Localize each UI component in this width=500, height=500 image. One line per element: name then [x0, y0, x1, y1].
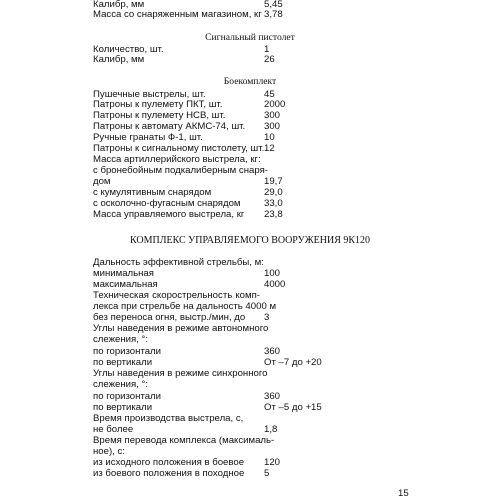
spec-row [0, 210, 500, 220]
spec-row [0, 111, 500, 121]
spec-value: 29,0 [264, 187, 283, 198]
spec-row [0, 324, 500, 334]
spec-row [0, 458, 500, 468]
spec-value: 300 [264, 110, 281, 121]
spec-row [0, 447, 500, 457]
spec-value: 1 [264, 44, 270, 55]
spec-label: Время производства выстрела, с, [93, 413, 244, 424]
spec-label: максимальная [93, 279, 158, 290]
spec-label: Масса со снаряженным магазином, кг [93, 9, 262, 20]
spec-label: минимальная [93, 268, 154, 279]
spec-row [0, 392, 500, 402]
spec-value: 5 [264, 468, 270, 479]
spec-label: с осколочно-фугасным снарядом [93, 198, 241, 209]
spec-label: Патроны к пулемету ПКТ, шт. [93, 99, 223, 110]
spec-row [0, 166, 500, 176]
page-number: 15 [398, 488, 409, 499]
spec-row [0, 269, 500, 279]
spec-label: Пушечные выстрелы, шт. [93, 89, 206, 100]
spec-label: Калибр, мм [93, 0, 145, 10]
spec-row [0, 414, 500, 424]
spec-label: по горизонтали [93, 391, 162, 402]
spec-label: Дальность эффективной стрельбы, м: [93, 257, 264, 268]
spec-label: слежения, °: [93, 379, 149, 390]
spec-value: 12 [264, 143, 275, 154]
spec-label: Патроны к автомату АКМС-74, шт. [93, 121, 246, 132]
spec-row [0, 90, 500, 100]
spec-row [0, 436, 500, 446]
spec-label: Масса управляемого выстрела, кг [93, 209, 245, 220]
spec-value: 26 [264, 54, 275, 65]
spec-label: Калибр, мм [93, 54, 145, 65]
spec-row [0, 302, 500, 312]
spec-row [0, 403, 500, 413]
spec-label: Ручные гранаты Ф-1, шт. [93, 132, 203, 143]
spec-row [0, 144, 500, 154]
spec-row [0, 100, 500, 110]
spec-row [0, 291, 500, 301]
section-heading: Боекомплект [223, 76, 277, 87]
spec-row [0, 335, 500, 345]
spec-row [0, 380, 500, 390]
spec-label: дом [93, 176, 111, 187]
spec-label: без переноса огня, выстр./мин, до [93, 312, 246, 323]
section-heading: Сигнальный пистолет [205, 32, 295, 43]
spec-value: 360 [264, 346, 281, 357]
spec-value: 19,7 [264, 176, 283, 187]
spec-value: 100 [264, 268, 281, 279]
spec-value: 1,8 [264, 424, 278, 435]
spec-value: 120 [264, 457, 281, 468]
spec-row [0, 122, 500, 132]
spec-label: по вертикали [93, 402, 153, 413]
spec-value: 33,0 [264, 198, 283, 209]
spec-label: ное), с: [93, 446, 125, 457]
spec-row [0, 358, 500, 368]
spec-value: 300 [264, 121, 281, 132]
spec-label: по вертикали [93, 357, 153, 368]
spec-label: с бронебойным подкалиберным снаря- [93, 165, 268, 176]
spec-label: из боевого положения в походное [93, 468, 245, 479]
spec-value: 23,8 [264, 209, 283, 220]
spec-row [0, 188, 500, 198]
spec-value: 3,78 [264, 9, 283, 20]
spec-value: 360 [264, 391, 281, 402]
spec-value: От –5 до +15 [264, 402, 322, 413]
spec-value: 5,45 [264, 0, 283, 10]
spec-label: с кумулятивным снарядом [93, 187, 212, 198]
spec-value: 2000 [264, 99, 286, 110]
spec-label: по горизонтали [93, 346, 162, 357]
spec-row [0, 280, 500, 290]
section-heading: КОМПЛЕКС УПРАВЛЯЕМОГО ВООРУЖЕНИЯ 9К120 [129, 235, 371, 246]
spec-row [0, 55, 500, 65]
spec-row [0, 313, 500, 323]
spec-row [0, 369, 500, 379]
spec-label: Время перевода комплекса (максималь- [93, 435, 275, 446]
spec-label: лекса при стрельбе на дальность 4000 м [93, 301, 277, 312]
spec-value: 45 [264, 89, 275, 100]
spec-label: Техническая скорострельность комп- [93, 290, 260, 301]
spec-label: Патроны к сигнальному пистолету, шт. [93, 143, 265, 154]
spec-label: Углы наведения в режиме автономного [93, 323, 269, 334]
spec-label: слежения, °: [93, 334, 149, 345]
spec-label: Масса артиллерийского выстрела, кг: [93, 154, 261, 165]
spec-row [0, 258, 500, 268]
spec-label: Количество, шт. [93, 44, 164, 55]
spec-value: От –7 до +20 [264, 357, 322, 368]
spec-row [0, 155, 500, 165]
spec-row [0, 133, 500, 143]
spec-row [0, 347, 500, 357]
spec-row [0, 199, 500, 209]
spec-row [0, 469, 500, 479]
spec-row [0, 177, 500, 187]
spec-label: из исходного положения в боевое [93, 457, 245, 468]
spec-value: 10 [264, 132, 275, 143]
spec-row [0, 425, 500, 435]
spec-label: Углы наведения в режиме синхронного [93, 368, 268, 379]
spec-row [0, 10, 500, 20]
spec-value: 3 [264, 312, 270, 323]
spec-label: Патроны к пулемету НСВ, шт. [93, 110, 226, 121]
spec-label: не более [93, 424, 134, 435]
spec-row [0, 45, 500, 55]
spec-value: 4000 [264, 279, 286, 290]
